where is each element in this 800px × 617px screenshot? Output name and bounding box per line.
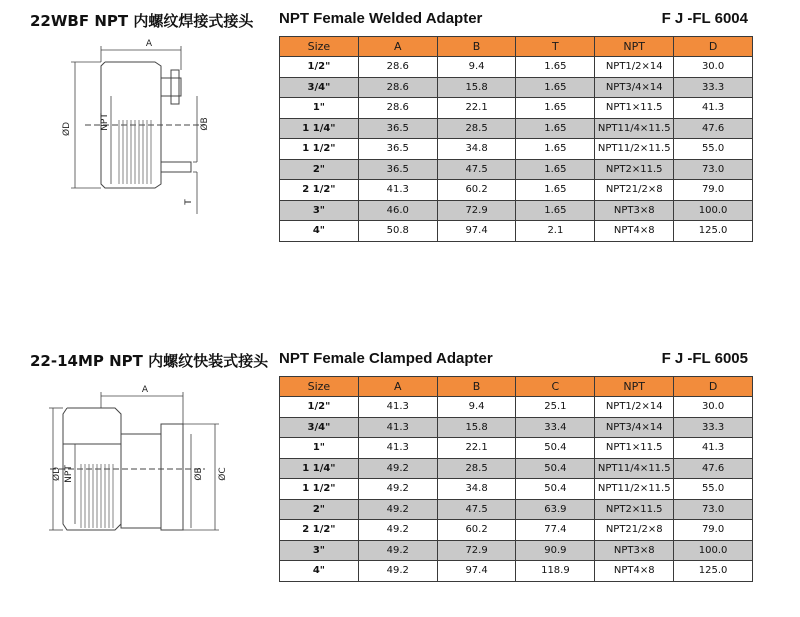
table-row xyxy=(280,397,753,418)
product-code: F J -FL 6004 xyxy=(661,10,748,27)
table-row xyxy=(280,458,753,479)
table-cell: 118.9 xyxy=(516,561,595,582)
table-cell: 125.0 xyxy=(674,561,753,582)
table-cell: 46.0 xyxy=(358,200,437,221)
table-cell: 2" xyxy=(280,159,359,180)
table-cell: NPT4×8 xyxy=(595,561,674,582)
table-cell: 49.2 xyxy=(358,499,437,520)
dim-npt-label: NPT xyxy=(64,465,74,483)
table-cell: 50.4 xyxy=(516,438,595,459)
col-header: D xyxy=(674,37,753,57)
table-cell: 2" xyxy=(280,499,359,520)
table-cell: 60.2 xyxy=(437,520,516,541)
table-cell: 50.8 xyxy=(358,221,437,242)
table-cell: 47.6 xyxy=(674,118,753,139)
table-cell: 1.65 xyxy=(516,98,595,119)
table-cell: 41.3 xyxy=(674,98,753,119)
table-cell: 30.0 xyxy=(674,397,753,418)
section-en-title: NPT Female Welded Adapter xyxy=(279,10,483,27)
table-cell: 1" xyxy=(280,438,359,459)
table-cell: 1.65 xyxy=(516,139,595,160)
table-cell: 50.4 xyxy=(516,458,595,479)
col-header: Size xyxy=(280,37,359,57)
section-en-title: NPT Female Clamped Adapter xyxy=(279,350,493,367)
table-cell: 1 1/4" xyxy=(280,118,359,139)
table-cell: NPT1×11.5 xyxy=(595,438,674,459)
col-header: Size xyxy=(280,377,359,397)
table-cell: 72.9 xyxy=(437,200,516,221)
table-cell: 1/2" xyxy=(280,397,359,418)
table-row xyxy=(280,540,753,561)
table-cell: NPT21/2×8 xyxy=(595,520,674,541)
table-cell: 49.2 xyxy=(358,540,437,561)
table-cell: 2.1 xyxy=(516,221,595,242)
table-cell: 41.3 xyxy=(674,438,753,459)
table-cell: 28.6 xyxy=(358,98,437,119)
thread-hatch xyxy=(81,464,113,528)
table-cell: 30.0 xyxy=(674,57,753,78)
table-cell: 63.9 xyxy=(516,499,595,520)
table-cell: 1.65 xyxy=(516,180,595,201)
dim-d-label: ØD xyxy=(62,121,72,137)
table-cell: 3/4" xyxy=(280,77,359,98)
table-cell: 49.2 xyxy=(358,458,437,479)
table-row xyxy=(280,438,753,459)
table-row xyxy=(280,520,753,541)
table-cell: 47.5 xyxy=(437,159,516,180)
table-cell: 33.3 xyxy=(674,417,753,438)
dim-d-label: ØD xyxy=(52,466,62,482)
table-cell: 9.4 xyxy=(437,57,516,78)
table-row xyxy=(280,118,753,139)
table-row xyxy=(280,221,753,242)
col-header: NPT xyxy=(595,37,674,57)
table-cell: 73.0 xyxy=(674,159,753,180)
dim-c-label: ØC xyxy=(218,467,228,481)
table-cell: 1.65 xyxy=(516,159,595,180)
section-cn-title: 22WBF NPT 内螺纹焊接式接头 xyxy=(30,12,254,30)
table-cell: NPT21/2×8 xyxy=(595,180,674,201)
table-row xyxy=(280,57,753,78)
table-cell: 36.5 xyxy=(358,159,437,180)
table-cell: 1 1/4" xyxy=(280,458,359,479)
dim-a-label: A xyxy=(145,39,153,49)
table-cell: 2 1/2" xyxy=(280,180,359,201)
table-cell: 47.5 xyxy=(437,499,516,520)
table-cell: 9.4 xyxy=(437,397,516,418)
clamped-adapter-drawing xyxy=(45,374,235,564)
table-row xyxy=(280,180,753,201)
table-cell: 49.2 xyxy=(358,520,437,541)
table-cell: 41.3 xyxy=(358,397,437,418)
table-cell: 49.2 xyxy=(358,479,437,500)
table-cell: NPT1/2×14 xyxy=(595,397,674,418)
table-cell: 72.9 xyxy=(437,540,516,561)
table-row xyxy=(280,200,753,221)
col-header: NPT xyxy=(595,377,674,397)
table-cell: 1.65 xyxy=(516,118,595,139)
col-header: B xyxy=(437,37,516,57)
table-header-row xyxy=(280,377,753,397)
table-cell: 1.65 xyxy=(516,77,595,98)
table-cell: 28.5 xyxy=(437,118,516,139)
col-header: D xyxy=(674,377,753,397)
table-cell: 1.65 xyxy=(516,200,595,221)
table-cell: NPT11/2×11.5 xyxy=(595,479,674,500)
section-cn-title: 22-14MP NPT 内螺纹快装式接头 xyxy=(30,352,269,370)
table-cell: 1" xyxy=(280,98,359,119)
table-cell: 22.1 xyxy=(437,98,516,119)
table-row xyxy=(280,159,753,180)
table-cell: 28.5 xyxy=(437,458,516,479)
table-cell: 2 1/2" xyxy=(280,520,359,541)
table-cell: NPT3×8 xyxy=(595,540,674,561)
table-cell: 125.0 xyxy=(674,221,753,242)
table-cell: 49.2 xyxy=(358,561,437,582)
table-cell: 79.0 xyxy=(674,180,753,201)
welded-adapter-table xyxy=(279,36,753,242)
table-cell: 97.4 xyxy=(437,221,516,242)
table-cell: NPT3/4×14 xyxy=(595,77,674,98)
table-cell: 1 1/2" xyxy=(280,139,359,160)
dim-b-label: ØB xyxy=(194,467,204,481)
table-body xyxy=(280,57,753,242)
table-cell: 41.3 xyxy=(358,180,437,201)
table-cell: 60.2 xyxy=(437,180,516,201)
dim-b-label: ØB xyxy=(200,117,210,131)
table-cell: 79.0 xyxy=(674,520,753,541)
table-cell: 15.8 xyxy=(437,77,516,98)
table-cell: 77.4 xyxy=(516,520,595,541)
col-header: A xyxy=(358,37,437,57)
col-header: A xyxy=(358,377,437,397)
col-header: T xyxy=(516,37,595,57)
table-cell: 47.6 xyxy=(674,458,753,479)
table-cell: 15.8 xyxy=(437,417,516,438)
table-cell: 50.4 xyxy=(516,479,595,500)
table-row xyxy=(280,139,753,160)
table-cell: 73.0 xyxy=(674,499,753,520)
table-cell: NPT11/4×11.5 xyxy=(595,118,674,139)
table-cell: NPT11/2×11.5 xyxy=(595,139,674,160)
table-cell: 55.0 xyxy=(674,139,753,160)
dim-npt-label: NPT xyxy=(100,113,110,131)
dim-t-label: T xyxy=(184,199,194,205)
product-code: F J -FL 6005 xyxy=(661,350,748,367)
table-cell: NPT3×8 xyxy=(595,200,674,221)
table-cell: NPT1/2×14 xyxy=(595,57,674,78)
table-cell: 25.1 xyxy=(516,397,595,418)
table-cell: 33.4 xyxy=(516,417,595,438)
table-row xyxy=(280,77,753,98)
table-cell: 1 1/2" xyxy=(280,479,359,500)
table-cell: 100.0 xyxy=(674,540,753,561)
table-cell: NPT2×11.5 xyxy=(595,159,674,180)
table-body xyxy=(280,397,753,582)
col-header: B xyxy=(437,377,516,397)
table-row xyxy=(280,98,753,119)
table-header-row xyxy=(280,37,753,57)
table-cell: 22.1 xyxy=(437,438,516,459)
table-cell: 41.3 xyxy=(358,417,437,438)
table-cell: 28.6 xyxy=(358,77,437,98)
table-row xyxy=(280,417,753,438)
table-cell: 1/2" xyxy=(280,57,359,78)
table-cell: NPT11/4×11.5 xyxy=(595,458,674,479)
table-row xyxy=(280,499,753,520)
table-cell: NPT1×11.5 xyxy=(595,98,674,119)
table-cell: 1.65 xyxy=(516,57,595,78)
table-cell: NPT4×8 xyxy=(595,221,674,242)
table-cell: NPT3/4×14 xyxy=(595,417,674,438)
table-cell: 36.5 xyxy=(358,118,437,139)
table-cell: 3" xyxy=(280,200,359,221)
clamped-adapter-table xyxy=(279,376,753,582)
table-cell: 3" xyxy=(280,540,359,561)
table-cell: 4" xyxy=(280,221,359,242)
table-cell: NPT2×11.5 xyxy=(595,499,674,520)
table-cell: 3/4" xyxy=(280,417,359,438)
table-cell: 36.5 xyxy=(358,139,437,160)
table-row xyxy=(280,479,753,500)
table-cell: 34.8 xyxy=(437,479,516,500)
table-cell: 90.9 xyxy=(516,540,595,561)
table-cell: 97.4 xyxy=(437,561,516,582)
thread-hatch xyxy=(119,120,151,184)
table-cell: 100.0 xyxy=(674,200,753,221)
col-header: C xyxy=(516,377,595,397)
table-cell: 33.3 xyxy=(674,77,753,98)
table-cell: 34.8 xyxy=(437,139,516,160)
dim-a-label: A xyxy=(141,385,149,395)
table-row xyxy=(280,561,753,582)
table-cell: 28.6 xyxy=(358,57,437,78)
table-cell: 41.3 xyxy=(358,438,437,459)
table-cell: 4" xyxy=(280,561,359,582)
welded-adapter-drawing xyxy=(45,34,235,224)
table-cell: 55.0 xyxy=(674,479,753,500)
